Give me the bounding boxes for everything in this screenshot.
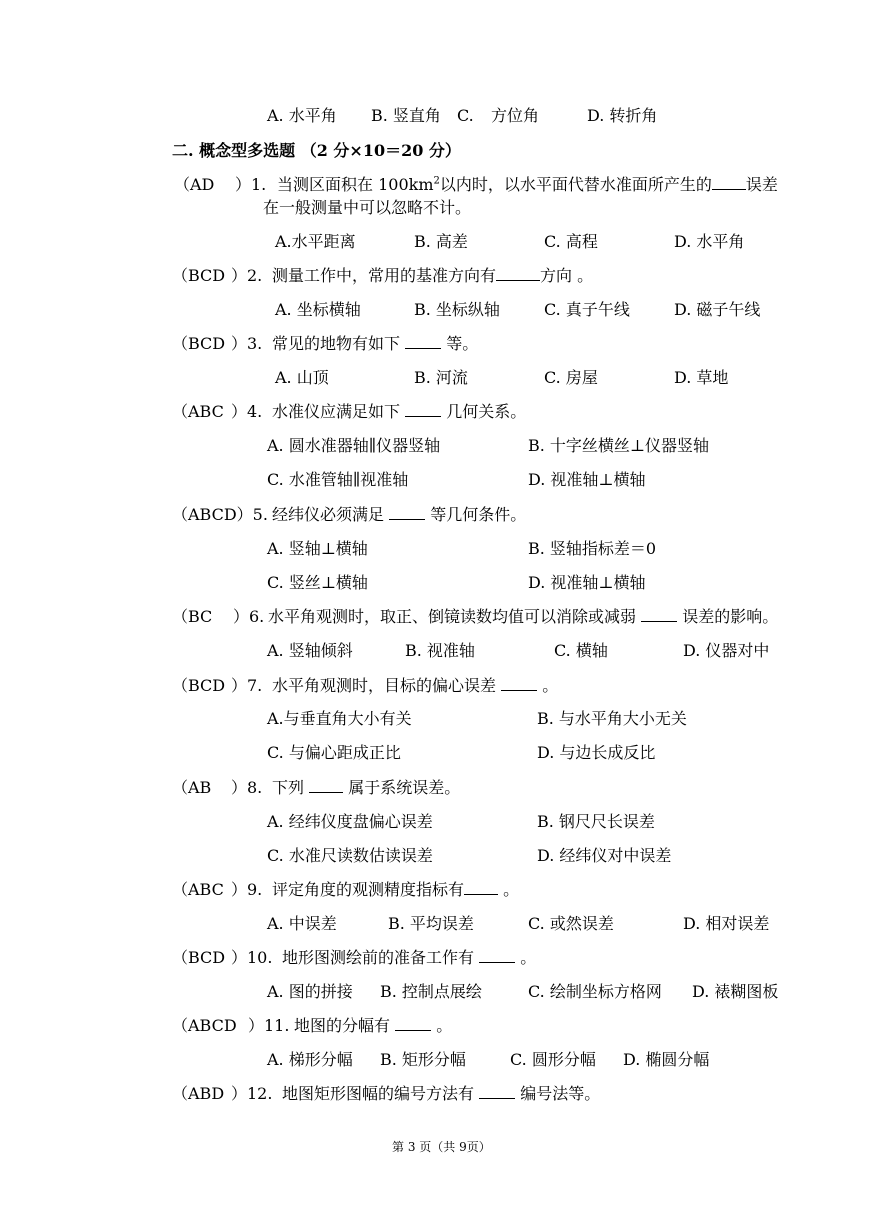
q2-option-a: A. 坐标横轴	[275, 300, 361, 319]
q3-stem: 常见的地物有如下 等。	[272, 334, 479, 353]
q10-option-c: C. 绘制坐标方格网	[528, 982, 662, 1001]
q3-option-c: C. 房屋	[544, 368, 598, 387]
q7-stem: 水平角观测时，目标的偏心误差 。	[272, 676, 559, 695]
q6-blank	[641, 607, 677, 622]
section-title: 二. 概念型多选题 （2 分×10＝20 分）	[172, 141, 461, 160]
q1-option-d: D. 水平角	[674, 232, 745, 251]
q11-option-d: D. 椭圆分幅	[623, 1050, 710, 1069]
q9-blank	[464, 880, 498, 895]
q9-answer: （ABC	[172, 880, 224, 899]
q12-blank	[479, 1084, 515, 1099]
q1-blank	[712, 175, 746, 190]
q9-number: ）9.	[231, 880, 263, 899]
q8-answer: （AB	[172, 778, 212, 797]
q8-option-c: C. 水准尺读数估读误差	[267, 846, 433, 865]
q11-stem: 地图的分幅有 。	[294, 1016, 453, 1035]
q5-option-c: C. 竖丝⊥横轴	[267, 573, 368, 592]
q6-answer: （BC	[172, 607, 213, 626]
q11-option-b: B. 矩形分幅	[380, 1050, 466, 1069]
q8-option-b: B. 钢尺尺长误差	[537, 812, 655, 831]
q5-option-a: A. 竖轴⊥横轴	[267, 539, 368, 558]
q7-number: ）7.	[231, 676, 263, 695]
q8-blank	[309, 778, 343, 793]
q11-answer: （ABCD	[172, 1016, 237, 1035]
q12-stem: 地图矩形图幅的编号方法有 编号法等。	[282, 1084, 601, 1103]
q1-option-b: B. 高差	[414, 232, 468, 251]
q3-option-b: B. 河流	[414, 368, 468, 387]
q1-number: ）1.	[235, 175, 267, 194]
q4-answer: （ABC	[172, 402, 224, 421]
q6-option-b: B. 视准轴	[405, 641, 475, 660]
q2-option-c: C. 真子午线	[544, 300, 630, 319]
q4-stem: 水准仪应满足如下 几何关系。	[272, 402, 527, 421]
q4-option-a: A. 圆水准器轴∥仪器竖轴	[267, 436, 441, 455]
q2-number: ）2.	[231, 266, 263, 285]
q2-answer: （BCD	[172, 266, 226, 285]
q10-option-a: A. 图的拼接	[267, 982, 353, 1001]
q11-number: ）11.	[248, 1016, 290, 1035]
q9-option-c: C. 或然误差	[528, 914, 614, 933]
q8-stem: 下列 属于系统误差。	[272, 778, 461, 797]
option-a: A. 水平角	[267, 106, 337, 125]
q5-option-d: D. 视准轴⊥横轴	[528, 573, 646, 592]
q10-stem: 地形图测绘前的准备工作有 。	[282, 948, 537, 967]
q1-stem: 当测区面积在 $100km^2$以内时，以水平面代替水准面所产生的 误差	[277, 175, 778, 194]
q5-stem: 经纬仪必须满足 等几何条件。	[272, 505, 527, 524]
q5-option-b: B. 竖轴指标差＝0	[528, 539, 657, 558]
option-d: D. 转折角	[587, 106, 658, 125]
q6-option-d: D. 仪器对中	[683, 641, 770, 660]
q7-option-c: C. 与偏心距成正比	[267, 743, 401, 762]
q10-option-d: D. 裱糊图板	[692, 982, 779, 1001]
q4-blank	[405, 402, 441, 417]
q3-number: ）3.	[231, 334, 263, 353]
q1-stem-line2: 在一般测量中可以忽略不计。	[263, 198, 472, 217]
q1-option-c: C. 高程	[544, 232, 598, 251]
q2-blank	[496, 266, 540, 281]
q7-option-d: D. 与边长成反比	[537, 743, 656, 762]
q12-answer: （ABD	[172, 1084, 225, 1103]
q9-option-b: B. 平均误差	[388, 914, 474, 933]
q8-option-d: D. 经纬仪对中误差	[537, 846, 672, 865]
q11-option-c: C. 圆形分幅	[510, 1050, 596, 1069]
q7-option-a: A.与垂直角大小有关	[267, 709, 412, 728]
q6-option-a: A. 竖轴倾斜	[267, 641, 353, 660]
q11-option-a: A. 梯形分幅	[267, 1050, 353, 1069]
option-b: B. 竖直角	[371, 106, 441, 125]
q2-option-d: D. 磁子午线	[674, 300, 761, 319]
q4-option-d: D. 视准轴⊥横轴	[528, 470, 646, 489]
q9-option-d: D. 相对误差	[683, 914, 770, 933]
q7-blank	[501, 676, 537, 691]
q4-option-b: B. 十字丝横丝⊥仪器竖轴	[528, 436, 709, 455]
q9-option-a: A. 中误差	[267, 914, 337, 933]
q9-stem: 评定角度的观测精度指标有 。	[272, 880, 520, 899]
q3-answer: （BCD	[172, 334, 226, 353]
q6-stem: 水平角观测时，取正、倒镜读数均值可以消除或减弱 误差的影响。	[268, 607, 779, 626]
option-c-text: 方位角	[491, 106, 540, 125]
q5-blank	[389, 505, 425, 520]
q2-stem: 测量工作中，常用的基准方向有 方向 。	[272, 266, 594, 285]
q1-option-a: A.水平距离	[275, 232, 356, 251]
q4-option-c: C. 水准管轴∥视准轴	[267, 470, 409, 489]
q10-option-b: B. 控制点展绘	[380, 982, 482, 1001]
q6-option-c: C. 横轴	[554, 641, 608, 660]
q8-option-a: A. 经纬仪度盘偏心误差	[267, 812, 433, 831]
q2-option-b: B. 坐标纵轴	[414, 300, 500, 319]
q10-blank	[479, 948, 515, 963]
q5-answer: （ABCD）5.	[172, 505, 268, 524]
q11-blank	[395, 1016, 431, 1031]
q7-answer: （BCD	[172, 676, 226, 695]
q10-answer: （BCD	[172, 948, 226, 967]
q3-blank	[405, 334, 441, 349]
q7-option-b: B. 与水平角大小无关	[537, 709, 687, 728]
option-c: C.	[457, 106, 474, 125]
q12-number: ）12.	[231, 1084, 273, 1103]
q8-number: ）8.	[231, 778, 263, 797]
q6-number: ）6.	[233, 607, 265, 626]
q4-number: ）4.	[231, 402, 263, 421]
page-footer: 第 3 页（共 9页）	[392, 1140, 491, 1154]
q3-option-a: A. 山顶	[275, 368, 329, 387]
q3-option-d: D. 草地	[674, 368, 729, 387]
q1-answer: （AD	[174, 175, 215, 194]
q10-number: ）10.	[231, 948, 273, 967]
